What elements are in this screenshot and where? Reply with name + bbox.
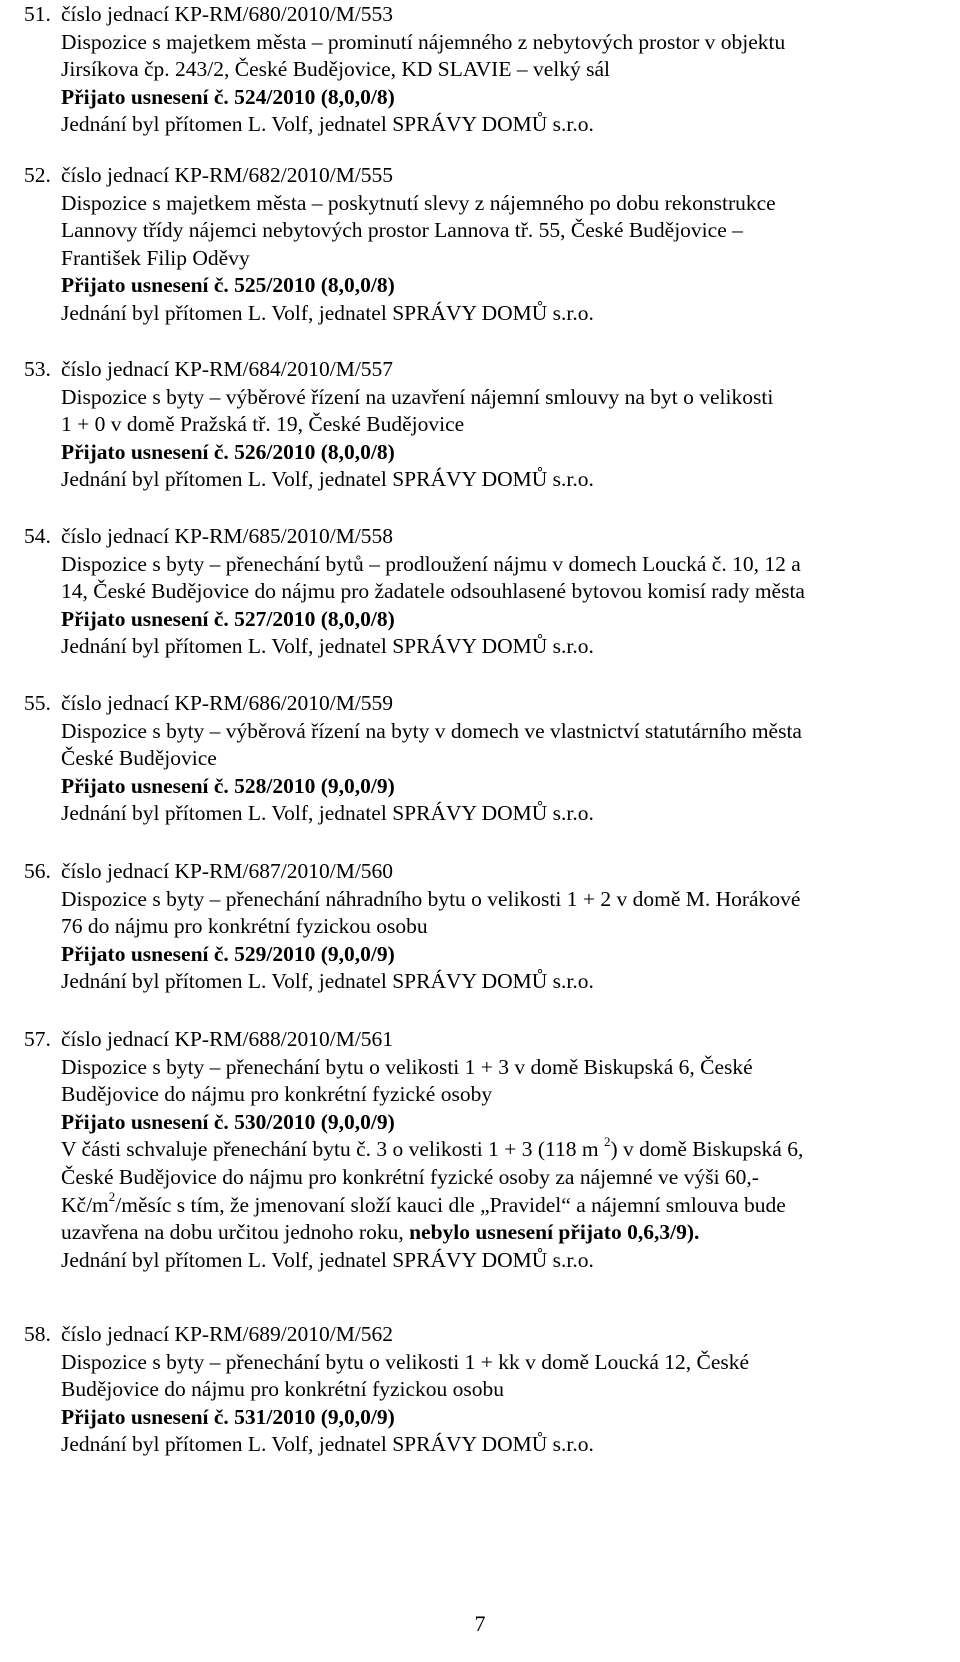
item-description-line: 76 do nájmu pro konkrétní fyzickou osobu — [61, 914, 428, 939]
agenda-item-53 — [24, 356, 954, 494]
item-description-line: Dispozice s byty – přenechání bytu o velikosti 1 + 3 v domě Biskupská 6, České — [61, 1054, 753, 1079]
presence-line: Jednání byl přítomen L. Volf, jednatel SPRÁVY DOMŮ s.r.o. — [61, 467, 594, 492]
item-description-line: Dispozice s majetkem města – prominutí nájemného z nebytových prostor v objektu — [61, 29, 786, 54]
item-body — [61, 356, 954, 494]
reference-number: číslo jednací KP-RM/688/2010/M/561 — [61, 1027, 394, 1051]
partial-text: uzavřena na dobu určitou jednoho roku, — [61, 1220, 410, 1245]
partial-text: Kč/m — [61, 1192, 109, 1217]
reference-number: číslo jednací KP-RM/680/2010/M/553 — [61, 2, 394, 26]
presence-line: Jednání byl přítomen L. Volf, jednatel SPRÁVY DOMŮ s.r.o. — [61, 300, 594, 325]
resolution-line: Přijato usnesení č. 531/2010 (9,0,0/9) — [61, 1404, 395, 1429]
reference-number: číslo jednací KP-RM/686/2010/M/559 — [61, 691, 394, 715]
item-number: 54. — [24, 524, 51, 548]
item-description-line: 1 + 0 v domě Pražská tř. 19, České Budějovice — [61, 412, 465, 437]
partial-approval-line — [61, 1219, 954, 1247]
presence-line: Jednání byl přítomen L. Volf, jednatel SPRÁVY DOMŮ s.r.o. — [61, 112, 594, 137]
item-number: 51. — [24, 2, 51, 26]
item-description-line: Dispozice s byty – přenechání náhradního bytu o velikosti 1 + 2 v domě M. Horákové — [61, 886, 801, 911]
agenda-item-52 — [24, 162, 954, 328]
reference-number: číslo jednací KP-RM/682/2010/M/555 — [61, 163, 394, 187]
item-description-line: Dispozice s byty – přenechání bytu o velikosti 1 + kk v domě Loucká 12, České — [61, 1349, 750, 1374]
item-body — [61, 162, 954, 328]
item-body — [61, 1321, 954, 1459]
partial-text: /měsíc s tím, že jmenovaní složí kauci dle „Pravidel“ a nájemní smlouva bude — [115, 1192, 786, 1217]
resolution-line: Přijato usnesení č. 524/2010 (8,0,0/8) — [61, 84, 395, 109]
agenda-item-56 — [24, 858, 954, 996]
item-number: 56. — [24, 859, 51, 883]
item-number: 58. — [24, 1322, 51, 1346]
resolution-line: Přijato usnesení č. 529/2010 (9,0,0/9) — [61, 941, 395, 966]
reference-number: číslo jednací KP-RM/684/2010/M/557 — [61, 357, 394, 381]
superscript: 2 — [603, 1134, 611, 1150]
partial-approval-line — [61, 1136, 954, 1164]
item-number: 55. — [24, 691, 51, 715]
item-description-line: Dispozice s byty – výběrové řízení na uzavření nájemní smlouvy na byt o velikosti — [61, 384, 774, 409]
agenda-item-58 — [24, 1321, 954, 1459]
item-number: 53. — [24, 357, 51, 381]
resolution-line: Přijato usnesení č. 528/2010 (9,0,0/9) — [61, 773, 395, 798]
item-description-line: František Filip Oděvy — [61, 245, 250, 270]
partial-approval-line: České Budějovice do nájmu pro konkrétní fyzické osoby za nájemné ve výši 60,- — [61, 1164, 759, 1189]
item-description-line: Dispozice s majetkem města – poskytnutí slevy z nájemného po dobu rekonstrukce — [61, 190, 776, 215]
item-number: 52. — [24, 163, 51, 187]
presence-line: Jednání byl přítomen L. Volf, jednatel SPRÁVY DOMŮ s.r.o. — [61, 1247, 594, 1272]
item-body — [61, 1026, 954, 1274]
partial-text: ) v domě Biskupská 6, — [610, 1137, 804, 1162]
item-body — [61, 690, 954, 828]
presence-line: Jednání byl přítomen L. Volf, jednatel SPRÁVY DOMŮ s.r.o. — [61, 969, 594, 994]
reference-number: číslo jednací KP-RM/685/2010/M/558 — [61, 524, 394, 548]
page-number: 7 — [474, 1611, 486, 1636]
agenda-item-51 — [24, 1, 954, 139]
partial-approval-line — [61, 1189, 954, 1220]
resolution-line: Přijato usnesení č. 530/2010 (9,0,0/9) — [61, 1109, 395, 1134]
item-description-line: České Budějovice — [61, 746, 217, 771]
item-description-line: Lannovy třídy nájemci nebytových prostor Lannova tř. 55, České Budějovice – — [61, 218, 743, 243]
resolution-line: Přijato usnesení č. 525/2010 (8,0,0/8) — [61, 273, 395, 298]
item-body — [61, 858, 954, 996]
item-description-line: Budějovice do nájmu pro konkrétní fyzické osoby — [61, 1082, 493, 1107]
item-number: 57. — [24, 1027, 51, 1051]
item-description-line: Budějovice do nájmu pro konkrétní fyzickou osobu — [61, 1377, 505, 1402]
partial-text: V části schvaluje přenechání bytu č. 3 o velikosti 1 + 3 (118 m — [61, 1137, 604, 1162]
reference-number: číslo jednací KP-RM/687/2010/M/560 — [61, 859, 394, 883]
agenda-item-57 — [24, 1026, 954, 1274]
item-description-line: Dispozice s byty – přenechání bytů – prodloužení nájmu v domech Loucká č. 10, 12 a — [61, 551, 801, 576]
item-description-line: Jirsíkova čp. 243/2, České Budějovice, KD SLAVIE – velký sál — [61, 57, 610, 82]
agenda-item-54 — [24, 523, 954, 661]
resolution-line: Přijato usnesení č. 527/2010 (8,0,0/8) — [61, 606, 395, 631]
item-description-line: 14, České Budějovice do nájmu pro žadatele odsouhlasené bytovou komisí rady města — [61, 579, 805, 604]
presence-line: Jednání byl přítomen L. Volf, jednatel SPRÁVY DOMŮ s.r.o. — [61, 801, 594, 826]
presence-line: Jednání byl přítomen L. Volf, jednatel SPRÁVY DOMŮ s.r.o. — [61, 1432, 594, 1457]
reference-number: číslo jednací KP-RM/689/2010/M/562 — [61, 1322, 394, 1346]
item-body — [61, 523, 954, 661]
item-body — [61, 1, 954, 139]
resolution-line: Přijato usnesení č. 526/2010 (8,0,0/8) — [61, 439, 395, 464]
presence-line: Jednání byl přítomen L. Volf, jednatel SPRÁVY DOMŮ s.r.o. — [61, 634, 594, 659]
rejection-note: nebylo usnesení přijato 0,6,3/9). — [409, 1220, 700, 1245]
superscript: 2 — [108, 1189, 116, 1205]
agenda-item-55 — [24, 690, 954, 828]
item-description-line: Dispozice s byty – výběrová řízení na byty v domech ve vlastnictví statutárního města — [61, 718, 802, 743]
